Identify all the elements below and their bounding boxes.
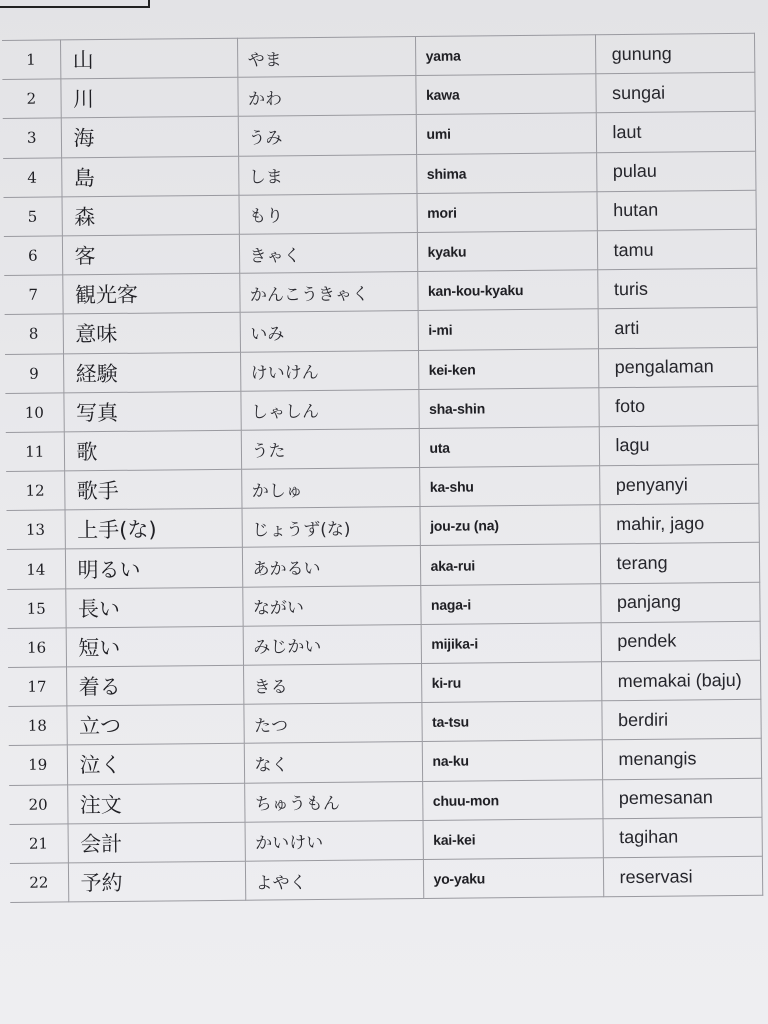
romaji-cell: sha-shin (418, 387, 598, 428)
kanji-cell: 写真 (63, 391, 240, 432)
kana-cell: たつ (243, 703, 421, 744)
kana-cell: きゃく (239, 232, 417, 273)
meaning-cell: pemesanan (602, 778, 761, 819)
romaji-cell: ki-ru (421, 662, 601, 703)
kana-cell: じょうず(な) (242, 507, 420, 548)
row-number: 1 (2, 40, 60, 80)
romaji-cell: kai-kei (423, 819, 603, 860)
meaning-cell: menangis (602, 739, 761, 780)
kana-cell: ちゅうもん (244, 781, 422, 822)
row-number: 20 (9, 784, 67, 824)
meaning-cell: foto (598, 386, 757, 427)
kanji-cell: 泣く (67, 744, 244, 785)
kanji-cell: 客 (62, 234, 239, 275)
meaning-cell: laut (596, 112, 755, 153)
row-number: 13 (7, 510, 65, 550)
kana-cell: きる (243, 664, 421, 705)
vocabulary-table (2, 33, 763, 903)
kanji-cell: 島 (61, 156, 238, 197)
kanji-cell: 明るい (65, 548, 242, 589)
meaning-cell: berdiri (601, 699, 760, 740)
meaning-cell: panjang (600, 582, 759, 623)
kanji-cell: 着る (66, 665, 243, 706)
romaji-cell: jou-zu (na) (419, 505, 599, 546)
kanji-cell: 意味 (63, 313, 240, 354)
kana-cell: うた (241, 428, 419, 469)
kana-cell: もり (238, 193, 416, 234)
kanji-cell: 長い (65, 587, 242, 628)
row-number: 16 (8, 628, 66, 668)
kanji-cell: 歌手 (64, 469, 241, 510)
kanji-cell: 海 (61, 117, 238, 158)
kana-cell: やま (237, 37, 415, 78)
kana-cell: かしゅ (241, 468, 419, 509)
romaji-cell: ta-tsu (421, 701, 601, 742)
kana-cell: なく (244, 742, 422, 783)
vocabulary-sheet (2, 33, 762, 903)
row-number: 18 (8, 706, 66, 746)
romaji-cell: ka-shu (419, 466, 599, 507)
romaji-cell: chuu-mon (422, 779, 602, 820)
row-number: 12 (6, 471, 64, 511)
romaji-cell: shima (416, 152, 596, 193)
romaji-cell: umi (416, 113, 596, 154)
romaji-cell: i-mi (418, 309, 598, 350)
meaning-cell: turis (597, 268, 756, 309)
vocabulary-table-body (2, 33, 762, 902)
meaning-cell: tamu (597, 229, 756, 270)
romaji-cell: mori (416, 192, 596, 233)
kana-cell: あかるい (242, 546, 420, 587)
row-number: 19 (9, 745, 67, 785)
romaji-cell: kei-ken (418, 348, 598, 389)
row-number: 10 (5, 393, 63, 433)
romaji-cell: kawa (415, 74, 595, 115)
meaning-cell: lagu (599, 425, 758, 466)
kana-cell: ながい (242, 585, 420, 626)
kanji-cell: 短い (66, 626, 243, 667)
kanji-cell: 予約 (68, 861, 245, 902)
romaji-cell: kan-kou-kyaku (417, 270, 597, 311)
row-number: 11 (6, 432, 64, 472)
meaning-cell: mahir, jago (599, 504, 758, 545)
kana-cell: しゃしん (240, 389, 418, 430)
kana-cell: けいけん (240, 350, 418, 391)
row-number: 2 (2, 79, 60, 119)
meaning-cell: tagihan (603, 817, 762, 858)
romaji-cell: mijika-i (421, 623, 601, 664)
kanji-cell: 立つ (66, 704, 243, 745)
kanji-cell: 経験 (63, 352, 240, 393)
kanji-cell: 山 (60, 38, 237, 79)
meaning-cell: pengalaman (598, 347, 757, 388)
kanji-cell: 注文 (67, 783, 244, 824)
meaning-cell: arti (598, 308, 757, 349)
meaning-cell: gunung (595, 33, 754, 74)
romaji-cell: yo-yaku (423, 858, 603, 899)
kana-cell: かんこうきゃく (239, 272, 417, 313)
romaji-cell: uta (419, 427, 599, 468)
meaning-cell: penyanyi (599, 464, 758, 505)
row-number: 9 (5, 353, 63, 393)
meaning-cell: pulau (596, 151, 755, 192)
kanji-cell: 上手(な) (65, 508, 242, 549)
table-row (10, 856, 762, 902)
romaji-cell: kyaku (417, 231, 597, 272)
kana-cell: よやく (245, 859, 423, 900)
row-number: 7 (4, 275, 62, 315)
meaning-cell: hutan (596, 190, 755, 231)
meaning-cell: reservasi (603, 856, 762, 897)
romaji-cell: na-ku (422, 740, 602, 781)
row-number: 4 (3, 158, 61, 198)
meaning-cell: terang (600, 543, 759, 584)
row-number: 5 (4, 197, 62, 237)
row-number: 21 (10, 824, 68, 864)
romaji-cell: yama (415, 35, 595, 76)
kana-cell: かわ (237, 76, 415, 117)
kana-cell: みじかい (243, 624, 421, 665)
row-number: 8 (5, 314, 63, 354)
row-number: 22 (10, 863, 68, 903)
kanji-cell: 森 (62, 195, 239, 236)
meaning-cell: pendek (601, 621, 760, 662)
meaning-cell: sungai (595, 72, 754, 113)
top-border-mark (0, 0, 150, 8)
kanji-cell: 川 (60, 77, 237, 118)
romaji-cell: naga-i (420, 583, 600, 624)
kana-cell: うみ (238, 115, 416, 156)
meaning-cell: memakai (baju) (601, 660, 760, 701)
row-number: 17 (8, 667, 66, 707)
kana-cell: しま (238, 154, 416, 195)
kanji-cell: 会計 (68, 822, 245, 863)
row-number: 14 (7, 549, 65, 589)
kanji-cell: 歌 (64, 430, 241, 471)
kanji-cell: 観光客 (62, 273, 239, 314)
row-number: 6 (4, 236, 62, 276)
romaji-cell: aka-rui (420, 544, 600, 585)
row-number: 3 (3, 118, 61, 158)
row-number: 15 (7, 589, 65, 629)
kana-cell: いみ (240, 311, 418, 352)
kana-cell: かいけい (245, 820, 423, 861)
